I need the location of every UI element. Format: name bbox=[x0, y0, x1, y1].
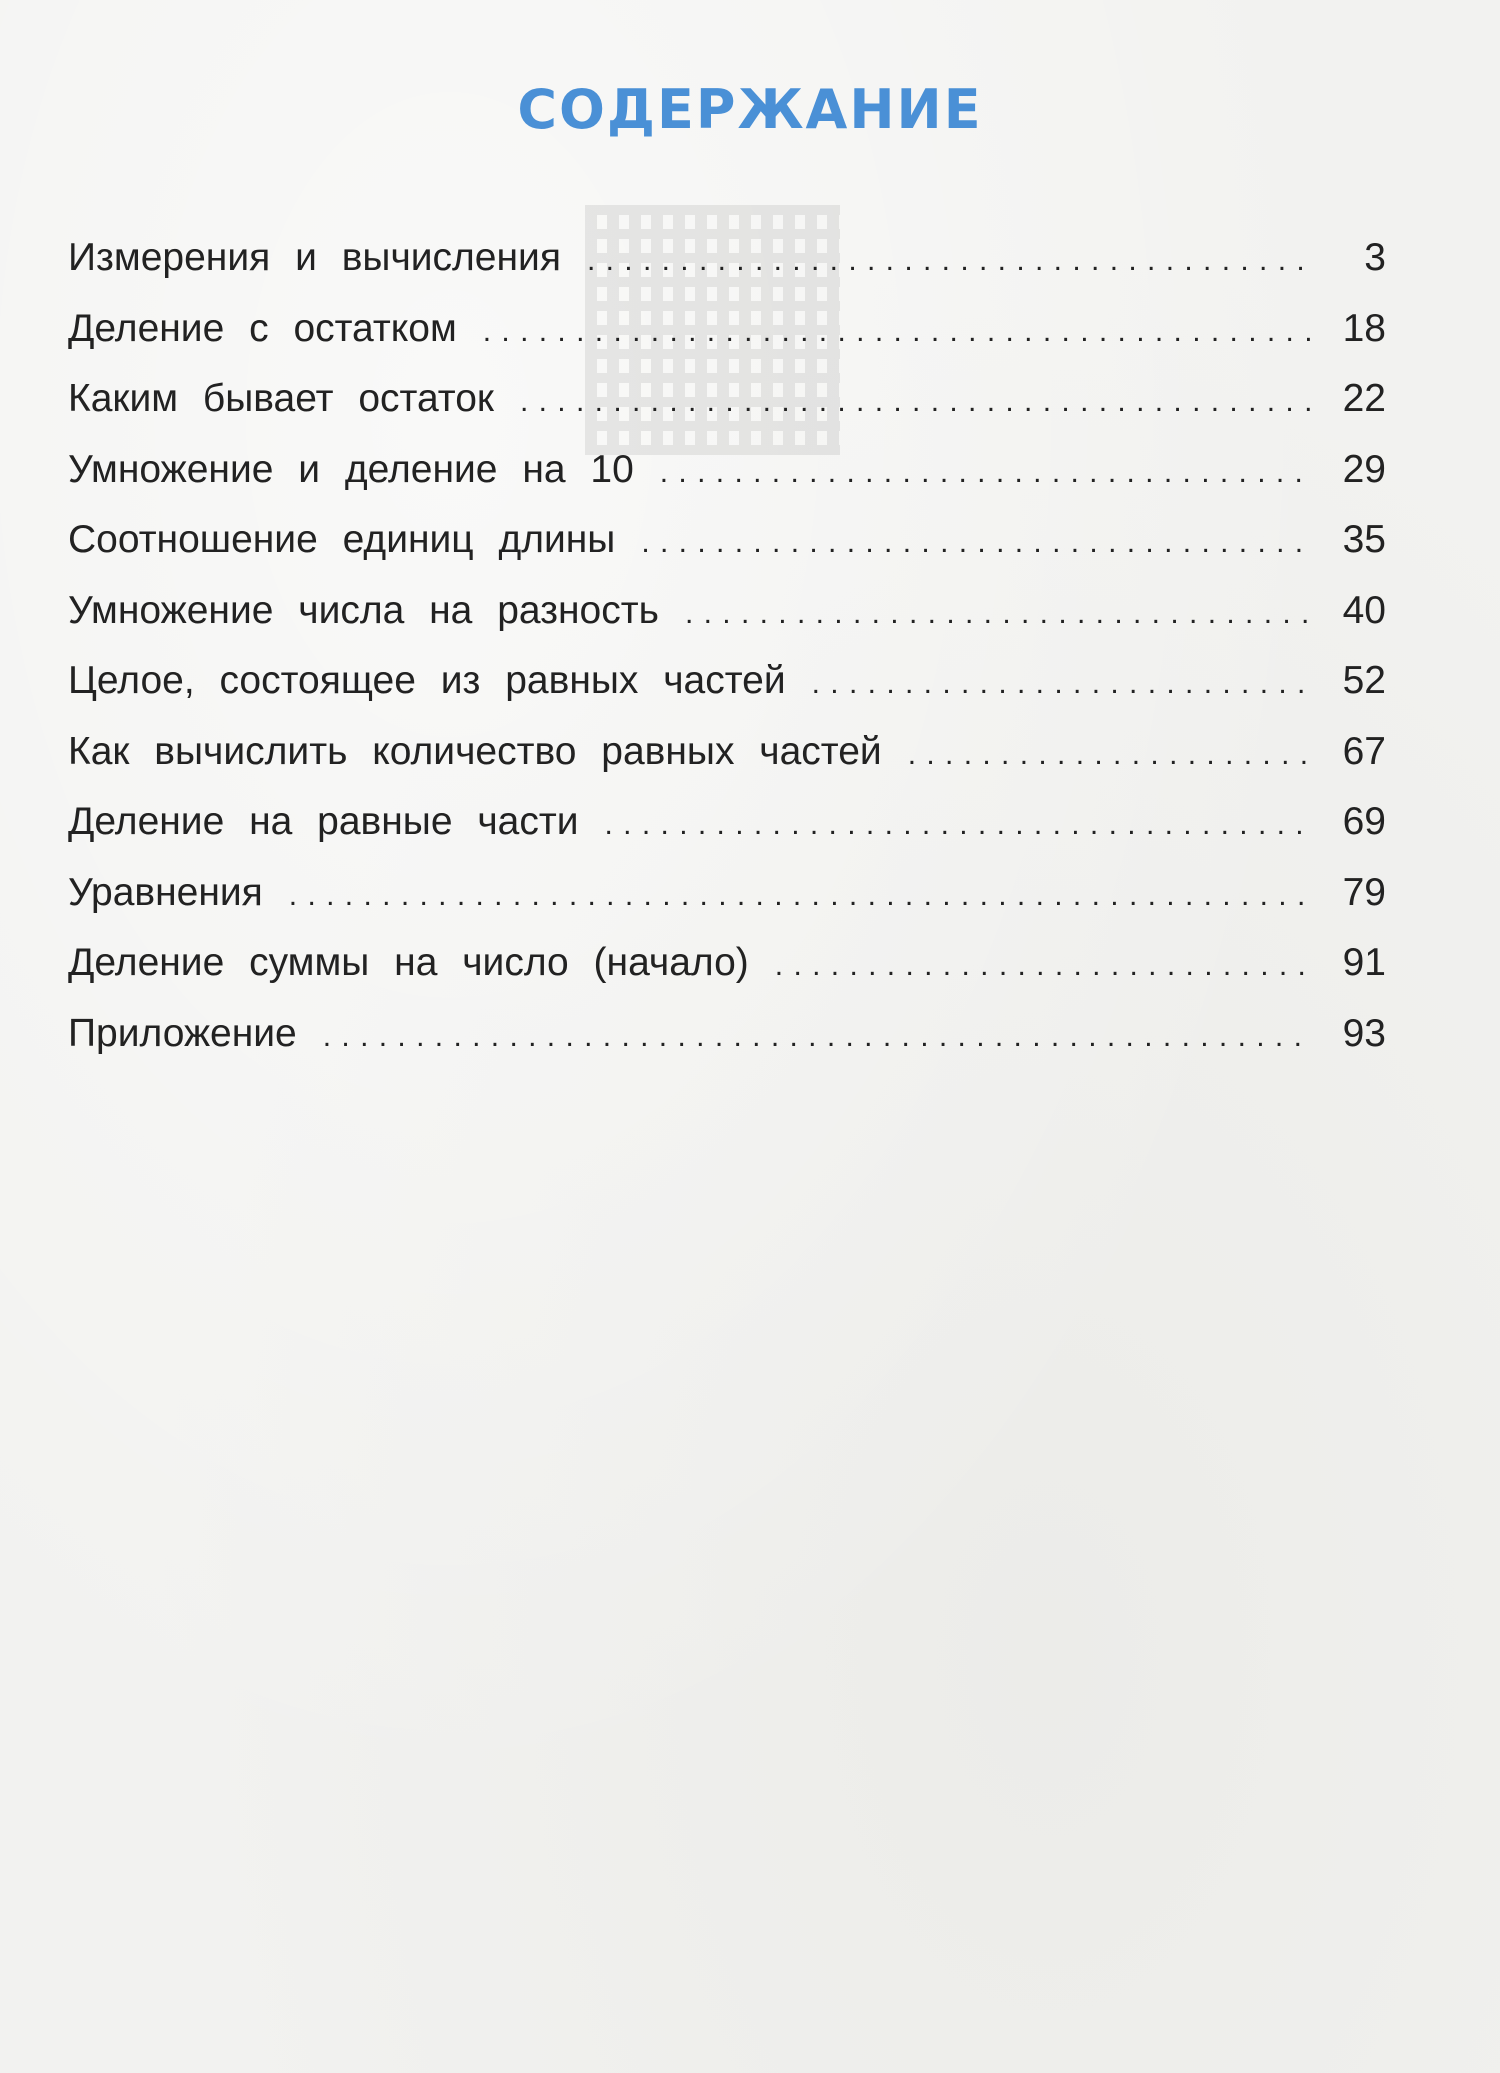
toc-entry-page-number: 93 bbox=[1342, 1011, 1386, 1055]
dot-leader bbox=[323, 1020, 1312, 1054]
dot-leader bbox=[289, 879, 1312, 913]
dot-leader bbox=[685, 597, 1312, 631]
toc-entry-label: Деление с остатком bbox=[68, 306, 457, 350]
toc-entry[interactable] bbox=[68, 236, 1386, 307]
toc-entry-page-number: 69 bbox=[1342, 800, 1386, 843]
toc-entry-page-number: 52 bbox=[1342, 659, 1386, 702]
toc-entry-page-number: 3 bbox=[1364, 236, 1386, 279]
dot-leader bbox=[587, 244, 1312, 278]
toc-entry-label: Соотношение единиц длины bbox=[68, 518, 616, 561]
toc-entry[interactable] bbox=[68, 730, 1386, 801]
toc-entry-page-number: 91 bbox=[1342, 941, 1386, 984]
dot-leader bbox=[775, 949, 1312, 983]
toc-entry[interactable] bbox=[68, 307, 1386, 378]
toc-entry-page-number: 29 bbox=[1342, 447, 1386, 491]
toc-entry-label: Целое, состоящее из равных частей bbox=[68, 659, 786, 702]
toc-entry-page-number: 67 bbox=[1342, 729, 1386, 773]
toc-entry-page-number: 18 bbox=[1342, 306, 1386, 350]
toc-entry[interactable] bbox=[68, 518, 1386, 589]
toc-entry-page-number: 40 bbox=[1342, 588, 1386, 632]
page-title: СОДЕРЖАНИЕ bbox=[517, 78, 983, 141]
toc-entry[interactable] bbox=[68, 448, 1386, 519]
toc-entry-page-number: 22 bbox=[1342, 377, 1386, 420]
toc-entry[interactable] bbox=[68, 871, 1386, 942]
toc-entry-label: Уравнения bbox=[68, 870, 263, 914]
toc-entry[interactable] bbox=[68, 377, 1386, 448]
toc-entry[interactable] bbox=[68, 941, 1386, 1012]
toc-entry[interactable] bbox=[68, 589, 1386, 660]
toc-entry-label: Приложение bbox=[68, 1011, 297, 1055]
toc-entry-label: Умножение и деление на 10 bbox=[68, 447, 634, 491]
dot-leader bbox=[660, 456, 1312, 490]
toc-entry[interactable] bbox=[68, 659, 1386, 730]
toc-entry-label: Измерения и вычисления bbox=[68, 236, 561, 279]
toc-entry-label: Как вычислить количество равных частей bbox=[68, 729, 882, 773]
dot-leader bbox=[908, 738, 1312, 772]
toc-entry-page-number: 79 bbox=[1342, 870, 1386, 914]
toc-entry[interactable] bbox=[68, 800, 1386, 871]
toc-entry-label: Деление на равные части bbox=[68, 800, 579, 843]
toc-entry-label: Каким бывает остаток bbox=[68, 377, 494, 420]
toc-entry-label: Умножение числа на разность bbox=[68, 588, 659, 632]
table-of-contents bbox=[68, 236, 1386, 1082]
dot-leader bbox=[483, 315, 1312, 349]
dot-leader bbox=[605, 808, 1312, 842]
toc-entry-label: Деление суммы на число (начало) bbox=[68, 941, 749, 984]
dot-leader bbox=[520, 385, 1312, 419]
dot-leader bbox=[641, 526, 1312, 560]
dot-leader bbox=[812, 667, 1312, 701]
toc-entry-page-number: 35 bbox=[1342, 518, 1386, 561]
toc-entry[interactable] bbox=[68, 1012, 1386, 1083]
